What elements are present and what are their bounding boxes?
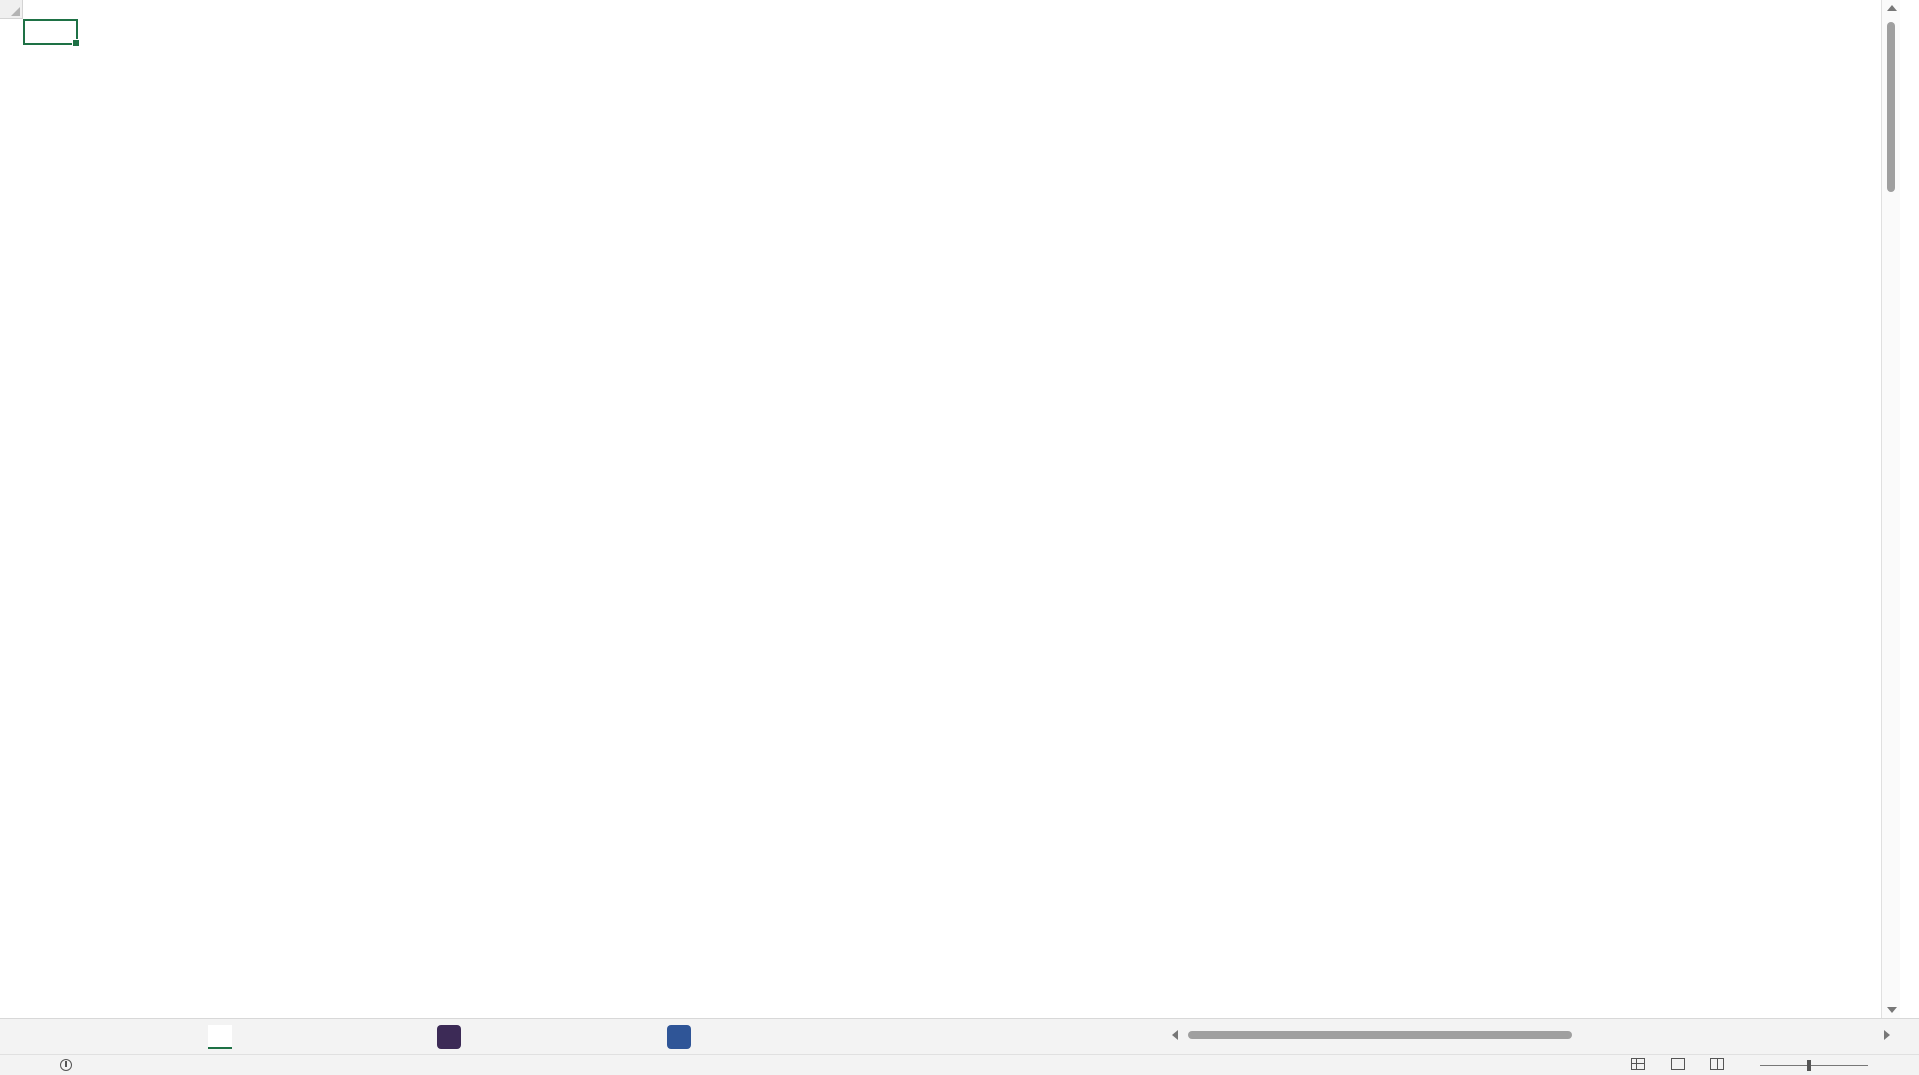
zoom-slider[interactable] <box>1760 1065 1868 1066</box>
horizontal-scroll-thumb[interactable] <box>1188 1031 1572 1039</box>
page-break-view-icon[interactable] <box>1710 1058 1724 1070</box>
accessibility-status[interactable] <box>60 1058 76 1072</box>
status-bar <box>0 1054 1919 1075</box>
sheet-tab-cover-slide[interactable] <box>113 1025 137 1049</box>
vertical-scroll-thumb[interactable] <box>1887 22 1895 192</box>
accessibility-icon <box>60 1059 72 1071</box>
active-cell-selection <box>23 19 78 45</box>
scroll-up-icon[interactable] <box>1887 5 1897 11</box>
sheet-tab-balanced-scorecard[interactable] <box>667 1025 691 1049</box>
sheet-tab-bar <box>0 1018 1919 1054</box>
page-layout-view-icon[interactable] <box>1671 1058 1685 1070</box>
normal-view-icon[interactable] <box>1631 1058 1645 1070</box>
column-headers <box>23 0 1900 19</box>
vertical-scrollbar[interactable] <box>1881 0 1900 1018</box>
sheet-tab-strategy-map[interactable] <box>437 1025 461 1049</box>
sheet-tab-genai-capability-model-library[interactable] <box>208 1025 232 1049</box>
select-all-corner[interactable] <box>0 0 23 19</box>
scroll-right-icon[interactable] <box>1884 1030 1890 1040</box>
scroll-down-icon[interactable] <box>1887 1007 1897 1013</box>
row-headers <box>0 19 23 1018</box>
cell-grid[interactable] <box>23 19 1900 1018</box>
zoom-slider-thumb[interactable] <box>1807 1060 1811 1071</box>
scroll-left-icon[interactable] <box>1172 1030 1178 1040</box>
